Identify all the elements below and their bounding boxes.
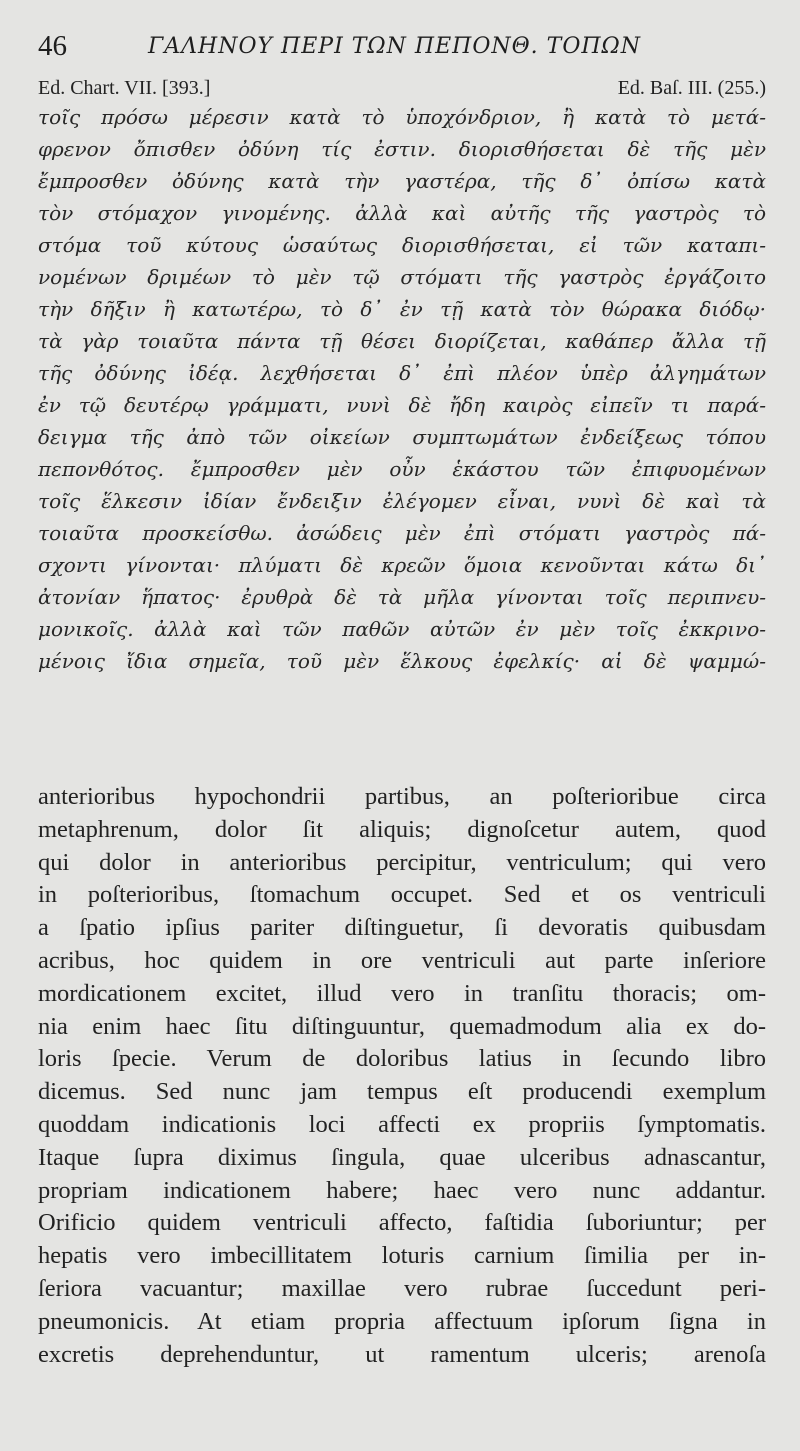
greek-text-line: τοιαῦτα προσκείσθω. ἀσώδεις μὲν ἐπὶ στόματι γαστρὸς πά- (38, 521, 766, 545)
greek-text-line: ἔμπροσθεν ὀδύνης κατὰ τὴν γαστέρα, τῆς δ᾿ ὀπίσω κατὰ (38, 169, 766, 193)
greek-text-line: μονικοῖς. ἀλλὰ καὶ τῶν παθῶν αὐτῶν ἐν μὲν τοῖς ἐκκρινο- (38, 617, 766, 641)
greek-text-line: τὴν δῆξιν ἢ κατωτέρω, τὸ δ᾿ ἐν τῇ κατὰ τὸν θώρακα διόδῳ· (38, 297, 766, 321)
greek-text-line: τοῖς ἕλκεσιν ἰδίαν ἔνδειξιν ἐλέγομεν εἶναι, νυνὶ δὲ καὶ τὰ (38, 489, 766, 513)
latin-text-line: anterioribus hypochondrii partibus, an poſterioribue circa (38, 783, 766, 810)
latin-text-line: excretis deprehenduntur, ut ramentum ulceris; arenoſa (38, 1340, 766, 1368)
latin-text-line: Orificio quidem ventriculi affecto, faſtidia ſuboriuntur; per (38, 1209, 766, 1237)
greek-text-line: πεπονθότος. ἔμπροσθεν μὲν οὖν ἑκάστου τῶν ἐπιφυομένων (38, 457, 766, 481)
latin-text-line: a ſpatio ipſius pariter diſtinguetur, ſi devoratis quibusdam (38, 914, 766, 942)
greek-text-line: τοῖς πρόσω μέρεσιν κατὰ τὸ ὑποχόνδριον, ἢ κατὰ τὸ μετά- (38, 105, 766, 129)
latin-text-line: propriam indicationem habere; haec vero nunc addantur. (38, 1176, 766, 1204)
edition-reference-basel: Ed. Baſ. III. (255.) (617, 77, 766, 99)
running-head (38, 28, 758, 68)
page-number: 46 (38, 30, 67, 62)
greek-text-line: μένοις ἴδια σημεῖα, τοῦ μὲν ἕλκους ἐφελκίς· αἱ δὲ ψαμμώ- (38, 649, 766, 673)
greek-text-line: ἀτονίαν ἥπατος· ἐρυθρὰ δὲ τὰ μῆλα γίνονται τοῖς περιπνευ- (38, 585, 766, 609)
latin-text-line: ſeriora vacuantur; maxillae vero rubrae ſuccedunt peri- (38, 1274, 766, 1302)
latin-text-line: mordicationem excitet, illud vero in tranſitu thoracis; om- (38, 979, 766, 1007)
greek-text-line: σχοντι γίνονται· πλύματι δὲ κρεῶν ὅμοια κενοῦνται κάτω δι᾿ (38, 553, 766, 577)
greek-text-line: φρενον ὄπισθεν ὀδύνη τίς ἐστιν. διορισθήσεται δὲ τῆς μὲν (38, 137, 766, 161)
latin-text-line: quoddam indicationis loci affecti ex propriis ſymptomatis. (38, 1110, 766, 1138)
latin-text-line: qui dolor in anterioribus percipitur, ventriculum; qui vero (38, 848, 766, 876)
greek-text-line: στόμα τοῦ κύτους ὡσαύτως διορισθήσεται, εἰ τῶν καταπι- (38, 233, 766, 257)
greek-text-block (38, 101, 766, 677)
greek-text-line: δειγμα τῆς ἀπὸ τῶν οἰκείων συμπτωμάτων ἐνδείξεως τόπου (38, 425, 766, 449)
latin-text-line: in poſterioribus, ſtomachum occupet. Sed et os ventriculi (38, 881, 766, 909)
greek-text-line: τὰ γὰρ τοιαῦτα πάντα τῇ θέσει διορίζεται, καθάπερ ἄλλα τῇ (38, 329, 766, 353)
latin-text-line: acribus, hoc quidem in ore ventriculi aut parte inſeriore (38, 946, 766, 974)
edition-reference-line (38, 74, 766, 104)
latin-text-line: metaphrenum, dolor ſit aliquis; dignoſcetur autem, quod (38, 815, 766, 843)
greek-text-line: ἐν τῷ δευτέρῳ γράμματι, νυνὶ δὲ ἤδη καιρὸς εἰπεῖν τι παρά- (38, 393, 766, 417)
latin-text-line: dicemus. Sed nunc jam tempus eſt producendi exemplum (38, 1078, 766, 1106)
latin-translation-block (38, 781, 766, 1371)
running-title: ΓΑΛΗΝΟΥ ΠΕΡΙ ΤΩΝ ΠΕΠΟΝΘ. ΤΟΠΩΝ (148, 34, 642, 59)
latin-text-line: nia enim haec ſitu diſtinguuntur, quemadmodum alia ex do- (38, 1012, 766, 1040)
latin-text-line: hepatis vero imbecillitatem loturis carnium ſimilia per in- (38, 1242, 766, 1270)
edition-reference-chartier: Ed. Chart. VII. [393.] (38, 77, 211, 99)
greek-text-line: τὸν στόμαχον γινομένης. ἀλλὰ καὶ αὐτῆς τῆς γαστρὸς τὸ (38, 201, 766, 225)
latin-text-line: pneumonicis. At etiam propria affectuum ipſorum ſigna in (38, 1307, 766, 1335)
greek-text-line: νομένων δριμέων τὸ μὲν τῷ στόματι τῆς γαστρὸς ἐργάζοιτο (38, 265, 766, 289)
latin-text-line: Itaque ſupra diximus ſingula, quae ulceribus adnascantur, (38, 1143, 766, 1171)
greek-text-line: τῆς ὀδύνης ἰδέᾳ. λεχθήσεται δ᾿ ἐπὶ πλέον ὑπὲρ ἀλγημάτων (38, 361, 766, 385)
latin-text-line: loris ſpecie. Verum de doloribus latius in ſecundo libro (38, 1045, 766, 1073)
